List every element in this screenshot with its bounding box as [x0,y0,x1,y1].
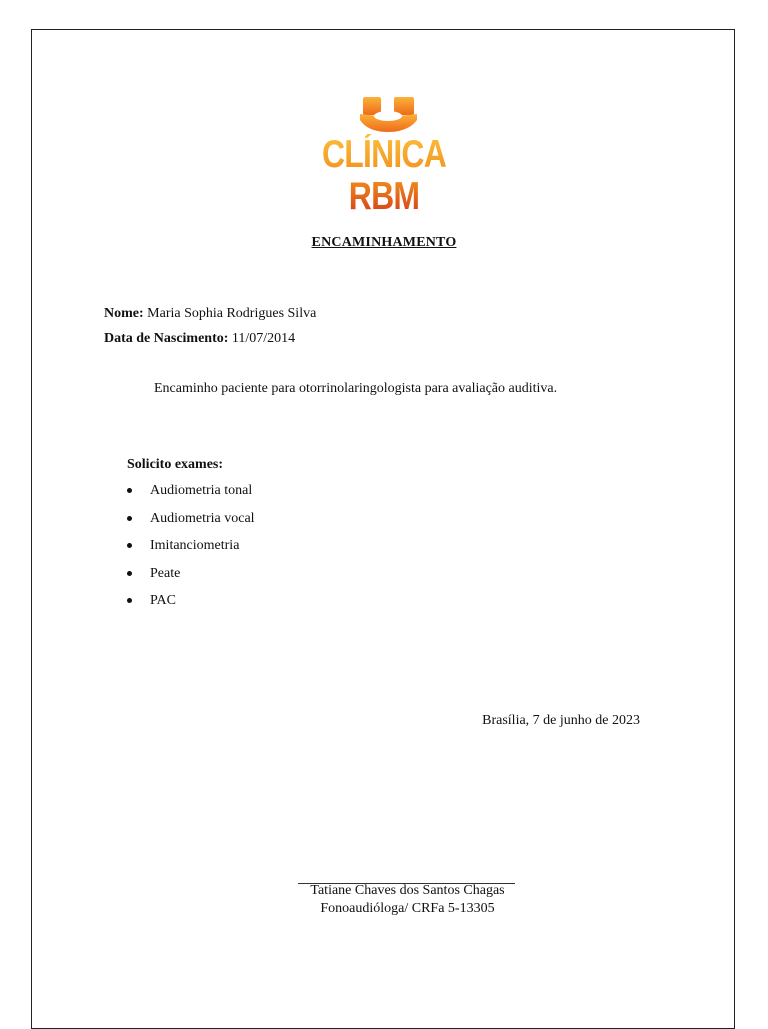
exam-item [127,510,255,538]
bullet-icon [127,516,132,521]
clinic-logo [284,94,484,218]
bullet-icon [127,571,132,576]
exam-item [127,537,255,565]
exam-label: Audiometria tonal [150,483,253,498]
exam-label: Audiometria vocal [150,510,255,526]
exam-label: PAC [150,593,176,609]
patient-dob-label: Data de Nascimento: [104,331,229,346]
exam-list [127,482,255,620]
patient-dob-field [104,331,295,347]
bullet-icon [127,543,132,548]
exam-item [127,482,255,510]
exams-heading: Solicito exames: [127,457,224,472]
signatory-name: Tatiane Chaves dos Santos Chagas [310,883,505,898]
clinic-logo-text: CLÍNICA RBM [302,134,466,218]
exam-label: Peate [150,565,181,581]
bullet-icon [127,598,132,603]
exam-label: Imitanciometria [150,538,240,554]
patient-name-label: Nome: [104,306,144,321]
bullet-icon [127,488,132,493]
exam-item [127,565,255,593]
signatory-role: Fonoaudióloga/ CRFa 5-13305 [320,901,495,916]
place-and-date: Brasília, 7 de junho de 2023 [482,713,640,728]
patient-name-value: Maria Sophia Rodrigues Silva [147,306,317,321]
clinic-logo-icon [284,94,484,134]
exam-item [127,592,255,620]
document-title: ENCAMINHAMENTO [311,235,457,250]
patient-dob-value: 11/07/2014 [231,331,296,346]
referral-text: Encaminho paciente para otorrinolaringologista para avaliação auditiva. [154,381,558,396]
patient-name-field [104,306,316,322]
